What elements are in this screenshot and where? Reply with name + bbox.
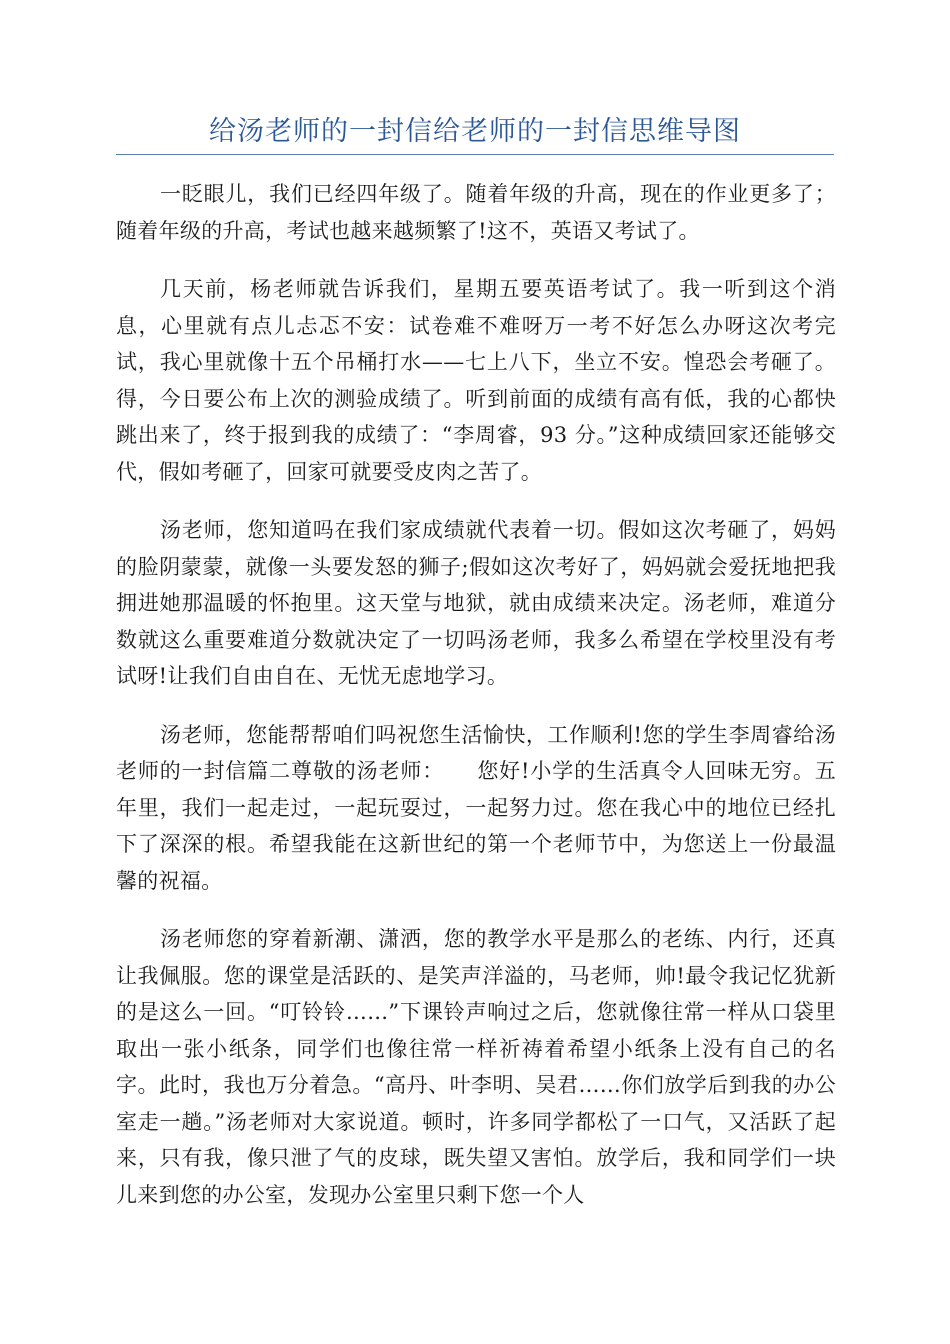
paragraph-5: 汤老师您的穿着新潮、潇洒，您的教学水平是那么的老练、内行，还真让我佩服。您的课堂是活跃的、是笑声洋溢的，马老师，帅!最令我记忆犹新的是这么一回。“叮铃铃……”下课铃声响过之后，您就像往常一样从口袋里取出一张小纸条，同学们也像往常一样祈祷着希望小纸条上没有自己的名字。此时，我也万分着急。“高丹、叶李明、吴君……你们放学后到我的办公室走一趟。”汤老师对大家说道。顿时，许多同学都松了一口气，又活跃了起来，只有我，像只泄了气的皮球，既失望又害怕。放学后，我和同学们一块儿来到您的办公室，发现办公室里只剩下您一个人 — [116, 927, 836, 1207]
paragraph-2: 几天前，杨老师就告诉我们，星期五要英语考试了。我一听到这个消息，心里就有点儿忐忑不安：试卷难不难呀万一考不好怎么办呀这次考完试，我心里就像十五个吊桶打水——七上八下，坐立不安。惶恐会考砸了。得，今日要公布上次的测验成绩了。听到前面的成绩有高有低，我的心都快跳出来了，终于报到我的成绩了：“李周睿，93 分。”这种成绩回家还能够交代，假如考砸了，回家可就要受皮肉之苦了。 — [116, 277, 836, 484]
document-title: 给汤老师的一封信给老师的一封信思维导图 — [209, 116, 741, 147]
title-underline — [116, 154, 834, 155]
paragraph-1: 一眨眼儿，我们已经四年级了。随着年级的升高，现在的作业更多了； 随着年级的升高，考试也越来越频繁了!这不，英语又考试了。 — [116, 182, 836, 243]
paragraph-4: 汤老师，您能帮帮咱们吗祝您生活愉快，工作顺利!您的学生李周睿给汤老师的一封信篇二尊敬的汤老师： 您好!小学的生活真令人回味无穷。五年里，我们一起走过，一起玩耍过，一起努力过。您在我心中的地位已经扎下了深深的根。希望我能在这新世纪的第一个老师节中，为您送上一份最温馨的祝福。 — [116, 722, 836, 893]
paragraph-3: 汤老师，您知道吗在我们家成绩就代表着一切。假如这次考砸了，妈妈的脸阴蒙蒙，就像一头要发怒的狮子;假如这次考好了，妈妈就会爱抚地把我拥进她那温暖的怀抱里。这天堂与地狱，就由成绩来决定。汤老师，难道分数就这么重要难道分数就决定了一切吗汤老师，我多么希望在学校里没有考试呀!让我们自由自在、无忧无虑地学习。 — [116, 518, 836, 688]
document-body — [116, 176, 836, 1235]
